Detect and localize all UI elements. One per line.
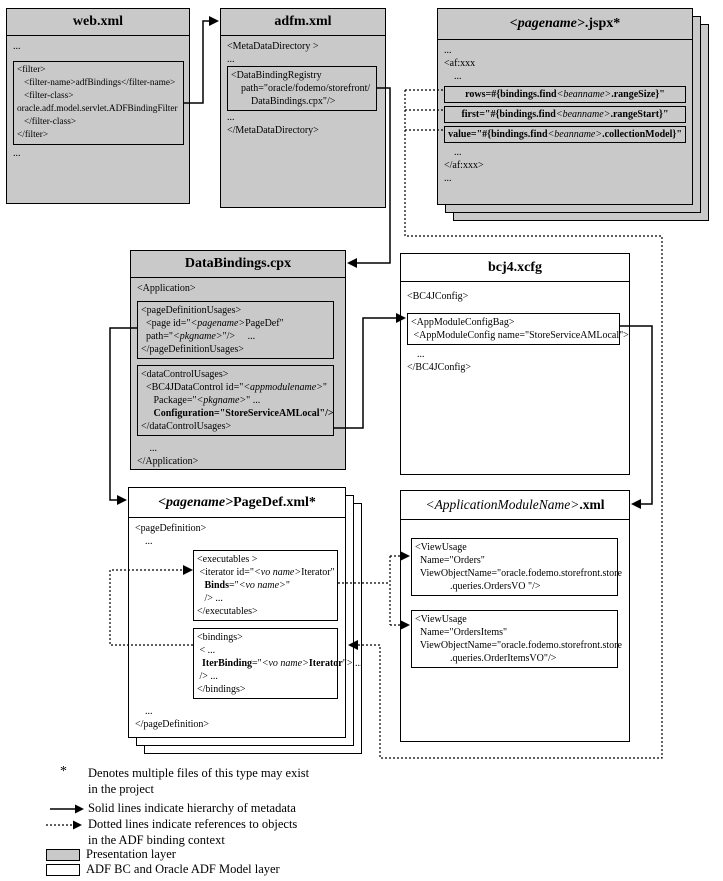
jspx-post-lines: ... </af:xxx> ... [444, 147, 484, 184]
legend-star-symbol: * [60, 764, 67, 779]
legend-white-swatch [46, 864, 80, 876]
legend-white-label: ADF BC and Oracle ADF Model layer [86, 862, 280, 876]
appmodule-xml-box [400, 490, 630, 742]
adfmxml-registry-box: <DataBindingRegistry path="oracle/fodemo/storefront/ DataBindings.cpx"/> [227, 66, 377, 111]
jspx-pre-lines: ... <af:xxx ... [444, 45, 476, 82]
legend-dotted-line2: in the ADF binding context [88, 833, 225, 847]
webxml-pre-lines: ... [13, 41, 21, 52]
adfmxml-box [220, 8, 386, 208]
bc4j-pre-lines: <BC4JConfig> [407, 291, 469, 302]
legend-star-line2: in the project [88, 782, 154, 796]
am-viewusage-orders-box: <ViewUsage Name="Orders" ViewObjectName="oracle.fodemo.storefront.store .queries.OrdersVO "/> [411, 538, 618, 596]
legend-dotted-arrow-icon [46, 821, 82, 830]
legend-star-line1: Denotes multiple files of this type may exist [88, 766, 310, 780]
legend-dotted-line1: Dotted lines indicate references to objects [88, 817, 298, 831]
webxml-box [6, 8, 190, 204]
bc4j-appmoduleconfig-box: <AppModuleConfigBag> <AppModuleConfig name="StoreServiceAMLocal"> [407, 313, 620, 345]
cpx-post-lines: ... </Application> [137, 443, 199, 467]
pagedef-title: <pagename>PageDef.xml* [129, 488, 345, 518]
legend-solid-label: Solid lines indicate hierarchy of metadata [88, 801, 296, 815]
bc4j-post-lines: ... </BC4JConfig> [407, 349, 472, 373]
adfmxml-post-lines: ... </MetaDataDirectory> [227, 112, 319, 136]
pagedef-box [128, 487, 363, 738]
bc4j-xcfg-box [400, 253, 630, 475]
cpx-pagedefinitionusages-box: <pageDefinitionUsages> <page id="<pagename>PageDef" path="<pkgname>"/> ... </pageDefinitionUsages> [137, 301, 334, 359]
legend-solid-arrow-icon [50, 805, 84, 814]
adfmxml-title: adfm.xml [221, 9, 385, 36]
databindings-cpx-box [130, 250, 346, 470]
bc4j-xcfg-title: bcj4.xcfg [401, 254, 629, 282]
cpx-datacontrolusages-box: <dataControlUsages> <BC4JDataControl id="<appmodulename>" Package="<pkgname>" ... Configuration="StoreServiceAMLocal"/> </dataControlUsages> [137, 365, 334, 436]
adfmxml-pre-lines: <MetaDataDirectory > ... [227, 41, 319, 65]
webxml-filter-box: <filter> <filter-name>adfBindings</filter-name> <filter-class> oracle.adf.model.servlet.ADFBindingFilter </filter-class> </filter> [13, 61, 184, 145]
legend-gray-swatch [46, 849, 80, 861]
cpx-pre-lines: <Application> [137, 283, 196, 294]
pagedef-pre-lines: <pageDefinition> ... [135, 523, 207, 547]
databindings-cpx-title: DataBindings.cpx [131, 251, 345, 278]
jspx-title: <pagename>.jspx* [438, 9, 692, 40]
jspx-first-expression-box: first="#{bindings.find<beanname>.rangeStart}" [444, 106, 686, 123]
legend-gray-label: Presentation layer [86, 847, 176, 861]
jspx-value-expression-box: value="#{bindings.find<beanname>.collectionModel}" [444, 126, 686, 143]
pagedef-post-lines: ... </pageDefinition> [135, 706, 210, 730]
jspx-box [437, 8, 693, 205]
appmodule-xml-title: <ApplicationModuleName>.xml [401, 491, 629, 520]
webxml-title: web.xml [7, 9, 189, 36]
webxml-post-lines: ... [13, 148, 21, 159]
pagedef-executables-box: <executables > <iterator id="<vo name>Iterator" Binds="<vo name>" /> ... </executables> [193, 550, 338, 621]
pagedef-bindings-box: <bindings> < ... IterBinding="<vo name>Iterator"> ... /> ... </bindings> [193, 628, 338, 699]
am-viewusage-ordersitems-box: <ViewUsage Name="OrdersItems" ViewObjectName="oracle.fodemo.storefront.store .queries.OrderItemsVO"/> [411, 610, 618, 668]
jspx-rows-expression-box: rows=#{bindings.find<beanname>.rangeSize}" [444, 86, 686, 103]
